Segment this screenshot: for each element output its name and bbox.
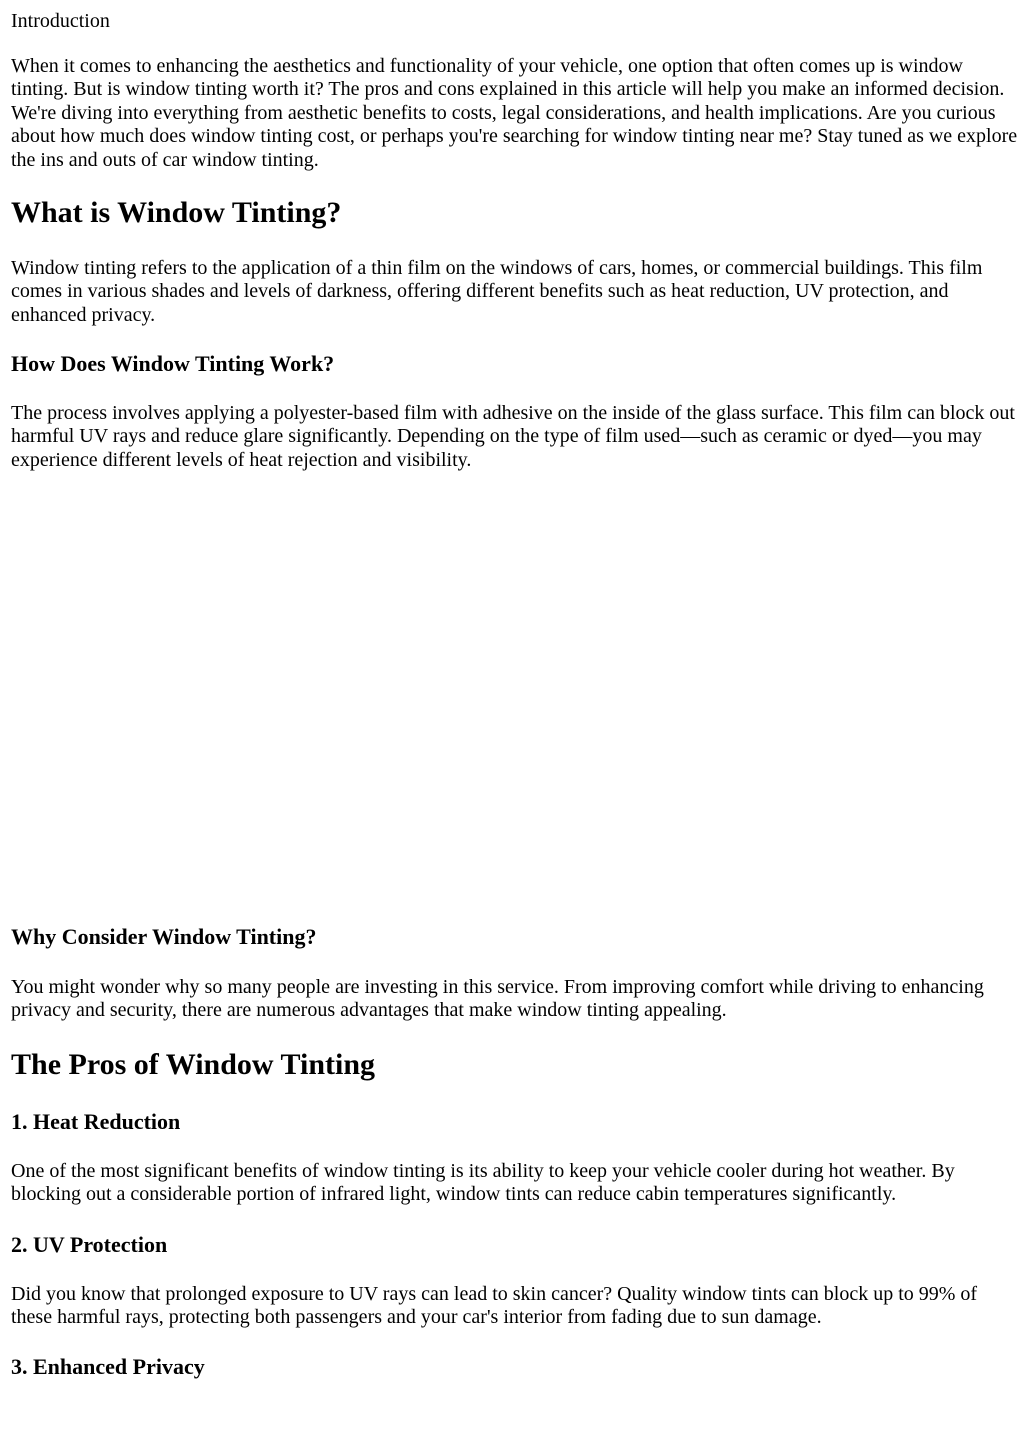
enhanced-privacy-heading: 3. Enhanced Privacy xyxy=(11,1354,205,1379)
how-does-it-work-paragraph: The process involves applying a polyester-based film with adhesive on the inside of the glass surface. This film can block out harmful UV rays and reduce glare significantly. Depending on the type of film used—such as ceramic or dyed—you may experience different levels of heat rejection and visibility. xyxy=(11,402,1015,471)
heat-reduction-paragraph: One of the most significant benefits of window tinting is its ability to keep your vehicle cooler during hot weather. By blocking out a considerable portion of infrared light, window tints can reduce cabin temperatures significantly. xyxy=(11,1160,955,1206)
pros-heading: The Pros of Window Tinting xyxy=(11,1048,376,1081)
intro-paragraph: When it comes to enhancing the aesthetics and functionality of your vehicle, one option that often comes up is window tinting. But is window tinting worth it? The pros and cons explained in this article will help you make an informed decision. We're diving into everything from aesthetic benefits to costs, legal considerations, and health implications. Are you curious about how much does window tinting cost, or perhaps you're searching for window tinting near me? Stay tuned as we explore the ins and outs of car window tinting. xyxy=(11,55,1018,171)
uv-protection-paragraph: Did you know that prolonged exposure to UV rays can lead to skin cancer? Quality window tints can block up to 99% of these harmful rays, protecting both passengers and your car's interior from fading due to sun damage. xyxy=(11,1283,978,1329)
why-consider-heading: Why Consider Window Tinting? xyxy=(11,924,317,949)
what-is-window-tinting-heading: What is Window Tinting? xyxy=(11,196,342,229)
what-is-paragraph: Window tinting refers to the application of a thin film on the windows of cars, homes, or commercial buildings. This film comes in various shades and levels of darkness, offering different benefits such as heat reduction, UV protection, and enhanced privacy. xyxy=(11,257,983,326)
heat-reduction-heading: 1. Heat Reduction xyxy=(11,1109,181,1134)
how-does-it-work-heading: How Does Window Tinting Work? xyxy=(11,351,335,376)
why-consider-paragraph: You might wonder why so many people are investing in this service. From improving comfort while driving to enhancing privacy and security, there are numerous advantages that make window tinting appealing. xyxy=(11,976,984,1022)
embedded-media-placeholder xyxy=(11,490,1019,910)
intro-label: Introduction xyxy=(11,10,110,32)
uv-protection-heading: 2. UV Protection xyxy=(11,1232,168,1257)
